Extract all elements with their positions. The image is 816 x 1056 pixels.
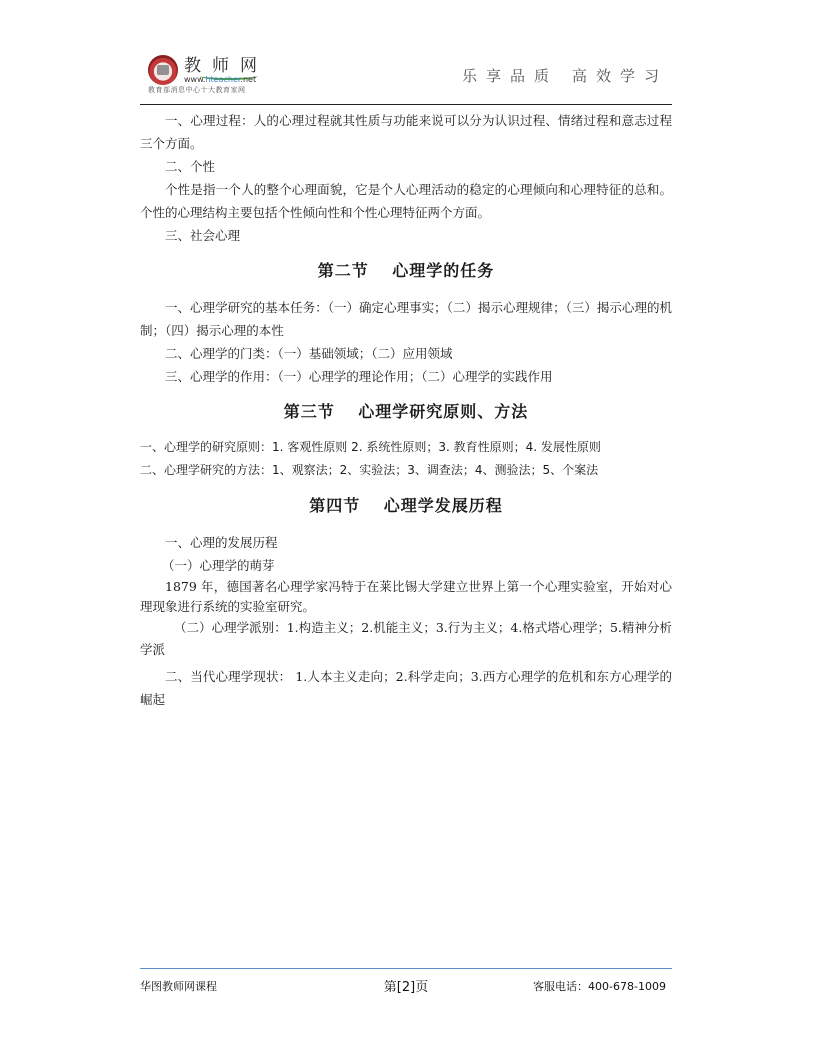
slogan-part-2: 高效学习	[571, 67, 668, 85]
paragraph-budding: （一）心理学的萌芽	[162, 558, 275, 573]
paragraph-task-categories: 二、心理学的门类：（一）基础领域；（二）应用领域	[165, 346, 453, 361]
paragraph-development-heading: 一、心理的发展历程	[165, 535, 278, 550]
logo-title: 教师网	[184, 56, 268, 76]
footer-course-name: 华图教师网课程	[140, 980, 217, 993]
paragraph-task-basic: 一、心理学研究的基本任务：（一）确定心理事实；（二）揭示心理规律；（三）揭示心理的机制；（四）揭示心理的本性	[140, 300, 672, 338]
page-number: 第[2]页	[383, 980, 429, 995]
url-prefix: www.	[184, 75, 206, 84]
paragraph-wundt-1879: 1879 年，德国著名心理学家冯特于在莱比锡大学建立世界上第一个心理实验室，开始对心理现象进行系统的实验室研究。	[140, 579, 672, 614]
hteacher-logo	[148, 51, 278, 95]
document-body	[140, 109, 672, 711]
page-footer	[140, 976, 672, 994]
paragraph-schools: （二）心理学派别：1.构造主义；2.机能主义；3.行为主义；4.格式塔心理学；5.精神分析学派	[140, 620, 672, 657]
page-header	[140, 48, 672, 104]
section-heading-3: 第三节 心理学研究原则、方法	[283, 402, 529, 421]
url-suffix: .net	[240, 75, 257, 84]
section-heading-4: 第四节 心理学发展历程	[309, 496, 503, 515]
section-heading-2: 第二节 心理学的任务	[317, 261, 495, 280]
header-divider	[140, 104, 672, 105]
footer-divider	[140, 968, 672, 969]
header-slogan	[462, 65, 668, 86]
url-brand: hteacher	[205, 75, 241, 84]
logo-tagline: 教育部消息中心十大教育家网	[148, 86, 246, 94]
emblem-icon	[148, 55, 178, 85]
paragraph-task-role: 三、心理学的作用：（一）心理学的理论作用；（二）心理学的实践作用	[165, 369, 553, 384]
slogan-part-1: 乐享品质	[461, 67, 558, 85]
footer-hotline: 客服电话：400-678-1009	[533, 980, 666, 993]
paragraph-social-psych: 三、社会心理	[165, 228, 241, 243]
paragraph-research-methods: 二、心理学研究的方法：1、观察法；2、实验法；3、调查法；4、测验法；5、个案法	[140, 463, 599, 477]
paragraph-mental-process: 一、心理过程：人的心理过程就其性质与功能来说可以分为认识过程、情绪过程和意志过程三个方面。	[140, 113, 672, 151]
paragraph-personality-heading: 二、个性	[165, 159, 216, 174]
paragraph-contemporary: 二、当代心理学现状： 1.人本主义走向；2.科学走向；3.西方心理学的危机和东方心理学的崛起	[140, 669, 672, 707]
paragraph-research-principles: 一、心理学的研究原则：1. 客观性原则 2. 系统性原则；3. 教育性原则；4. 发展性原则	[140, 440, 601, 454]
logo-url	[184, 75, 256, 84]
paragraph-personality-def: 个性是指一个人的整个心理面貌，它是个人心理活动的稳定的心理倾向和心理特征的总和。个性的心理结构主要包括个性倾向性和个性心理特征两个方面。	[140, 182, 672, 220]
